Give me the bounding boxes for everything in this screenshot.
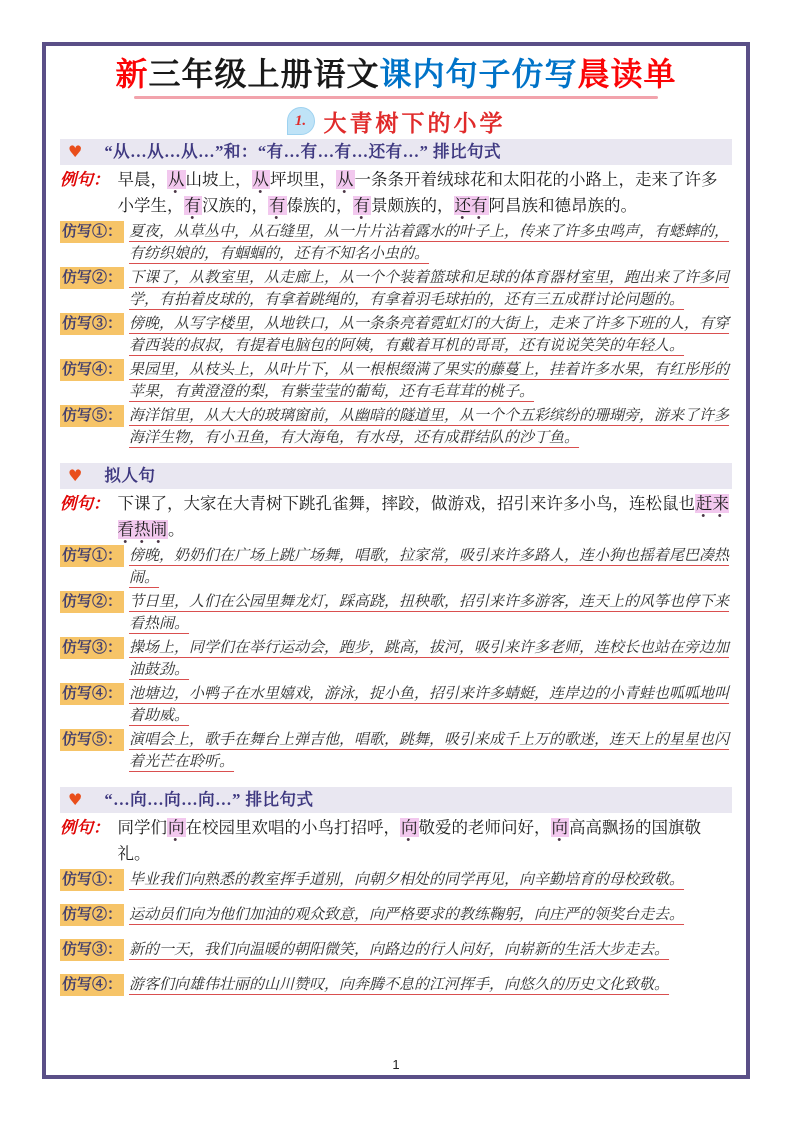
example-text-segment: 一条条开着绒球花和太阳花的小路上，走来了许多小学生， <box>117 170 718 215</box>
section <box>60 787 732 996</box>
example-text-segment: 阿昌族和德昂族的。 <box>488 196 637 215</box>
heart-icon: ♥ <box>68 466 83 485</box>
answer-label: 仿写⑤： <box>60 729 124 751</box>
answer-label: 仿写⑤： <box>60 405 124 427</box>
answer-text: 果园里，从枝头上，从叶片下，从一根根缀满了果实的藤蔓上，挂着许多水果，有红彤彤的苹果，有黄澄澄的梨，有紫莹莹的葡萄，还有毛茸茸的桃子。 <box>129 362 730 400</box>
answer-text: 操场上，同学们在举行运动会，跑步，跳高，拔河，吸引来许多老师，连校长也站在旁边加油鼓劲。 <box>129 640 730 678</box>
answer-text: 夏夜，从草丛中，从石缝里，从一片片沾着露水的叶子上，传来了许多虫鸣声，有蟋蟀的，有纺织娘的，有蝈蝈的，还有不知名小虫的。 <box>129 224 730 262</box>
answer-label: 仿写③： <box>60 313 124 335</box>
answer-label: 仿写②： <box>60 591 124 613</box>
section <box>60 139 732 449</box>
answer-row <box>60 729 732 773</box>
answer-row <box>60 869 732 891</box>
worksheet-page <box>42 42 750 1079</box>
example-text-segment: 坪坝里， <box>270 170 336 189</box>
example-row <box>60 815 732 867</box>
highlight-term: 向 <box>167 818 186 842</box>
answer-label: 仿写④： <box>60 683 124 705</box>
title-segment: 晨读单 <box>577 56 677 92</box>
title-segment: 课内句子仿写 <box>379 56 578 92</box>
example-text <box>118 491 733 543</box>
answer-text: 傍晚，从写字楼里，从地铁口，从一条条亮着霓虹灯的大街上，走来了许多下班的人，有穿着西装的叔叔，有提着电脑包的阿姨，有戴着耳机的哥哥，还有说说笑笑的年轻人。 <box>129 316 730 354</box>
lesson-heading <box>60 104 732 138</box>
answer-label: 仿写②： <box>60 267 124 289</box>
section-heading: “从…从…从…”和：“有…有…有…还有…” 排比句式 <box>104 142 501 161</box>
answer-text: 节日里，人们在公园里舞龙灯，踩高跷，扭秧歌，招引来许多游客，连天上的风筝也停下来看热闹。 <box>129 594 730 632</box>
section-header-bar <box>60 787 732 813</box>
highlight-term: 赶来看热闹 <box>118 494 730 544</box>
highlight-term: 从 <box>336 170 355 194</box>
answer-row <box>60 313 732 357</box>
lesson-title: 大青树下的小学 <box>323 110 506 136</box>
example-row <box>60 491 732 543</box>
example-row <box>60 167 732 219</box>
answer-row <box>60 683 732 727</box>
highlight-term: 向 <box>400 818 419 842</box>
answer-label: 仿写①： <box>60 221 124 243</box>
example-text <box>118 815 733 867</box>
answer-text: 下课了，从教室里，从走廊上，从一个个装着篮球和足球的体育器材室里，跑出来了许多同学，有拍着皮球的，有拿着跳绳的，有拿着羽毛球拍的，还有三五成群讨论问题的。 <box>129 270 730 308</box>
answer-row <box>60 637 732 681</box>
page-number: 1 <box>392 1057 400 1072</box>
answer-text: 运动员们向为他们加油的观众致意，向严格要求的教练鞠躬，向庄严的领奖台走去。 <box>129 907 685 923</box>
answer-label: 仿写④： <box>60 359 124 381</box>
heart-icon: ♥ <box>68 142 83 161</box>
highlight-term: 有 <box>268 196 287 220</box>
answer-row <box>60 591 732 635</box>
section-header-bar <box>60 139 732 165</box>
example-text-segment: 早晨， <box>117 170 167 189</box>
answer-text: 演唱会上，歌手在舞台上弹吉他，唱歌，跳舞，吸引来成千上万的歌迷，连天上的星星也闪着光芒在聆听。 <box>129 732 730 770</box>
answer-text: 傍晚，奶奶们在广场上跳广场舞，唱歌，拉家常，吸引来许多路人，连小狗也摇着尾巴凑热闹。 <box>129 548 730 586</box>
example-text-segment: 山坡上， <box>185 170 252 189</box>
title-segment: 三年级上册语文 <box>148 56 380 92</box>
example-text-segment: 在校园里欢唱的小鸟打招呼， <box>185 818 400 837</box>
highlight-term: 有 <box>353 196 372 220</box>
example-label: 例句： <box>60 170 110 189</box>
example-label: 例句： <box>60 494 110 513</box>
lesson-number-badge <box>287 107 315 135</box>
example-text-segment: 下课了，大家在大青树下跳孔雀舞，摔跤，做游戏，招引来许多小鸟，连松鼠也 <box>117 494 695 513</box>
section <box>60 463 732 773</box>
title-underline <box>134 96 658 99</box>
sections-container <box>60 139 732 996</box>
example-text-segment: 高高飘扬的国旗敬礼。 <box>117 818 701 863</box>
highlight-term: 还有 <box>454 196 489 220</box>
answer-label: 仿写③： <box>60 637 124 659</box>
answer-label: 仿写①： <box>60 545 124 567</box>
example-text-segment: 同学们 <box>117 818 167 837</box>
answer-row <box>60 359 732 403</box>
answer-text: 新的一天，我们向温暖的朝阳微笑，向路边的行人问好，向崭新的生活大步走去。 <box>129 942 670 958</box>
section-heading: “…向…向…向…” 排比句式 <box>104 790 314 809</box>
example-text <box>118 167 733 219</box>
highlight-term: 从 <box>167 170 186 194</box>
answer-row <box>60 974 732 996</box>
answer-row <box>60 545 732 589</box>
example-text-segment: 汉族的， <box>202 196 268 215</box>
example-text-segment: 傣族的， <box>286 196 353 215</box>
answer-label: 仿写④： <box>60 974 124 996</box>
section-heading: 拟人句 <box>104 466 156 485</box>
highlight-term: 有 <box>184 196 203 220</box>
answer-row <box>60 267 732 311</box>
answer-label: 仿写②： <box>60 904 124 926</box>
highlight-term: 向 <box>551 818 570 842</box>
example-label: 例句： <box>60 818 110 837</box>
title-segment: 新 <box>115 56 149 92</box>
answer-text: 海洋馆里，从大大的玻璃窗前，从幽暗的隧道里，从一个个五彩缤纷的珊瑚旁，游来了许多海洋生物，有小丑鱼，有大海龟，有水母，还有成群结队的沙丁鱼。 <box>129 408 730 446</box>
answer-row <box>60 405 732 449</box>
answer-label: 仿写③： <box>60 939 124 961</box>
answer-row <box>60 904 732 926</box>
example-text-segment: 。 <box>168 520 185 539</box>
page-title <box>60 54 732 94</box>
answer-text: 毕业我们向熟悉的教室挥手道别，向朝夕相处的同学再见，向辛勤培育的母校致敬。 <box>129 872 685 888</box>
highlight-term: 从 <box>252 170 271 194</box>
answer-text: 游客们向雄伟壮丽的山川赞叹，向奔腾不息的江河挥手，向悠久的历史文化致敬。 <box>129 977 670 993</box>
example-text-segment: 敬爱的老师问好， <box>418 818 551 837</box>
heart-icon: ♥ <box>68 790 83 809</box>
example-text-segment: 景颇族的， <box>371 196 454 215</box>
answer-row <box>60 221 732 265</box>
lesson-number: 1. <box>294 112 307 129</box>
answer-row <box>60 939 732 961</box>
section-header-bar <box>60 463 732 489</box>
answer-text: 池塘边，小鸭子在水里嬉戏，游泳，捉小鱼，招引来许多蜻蜓，连岸边的小青蛙也呱呱地叫着助威。 <box>129 686 730 724</box>
answer-label: 仿写①： <box>60 869 124 891</box>
